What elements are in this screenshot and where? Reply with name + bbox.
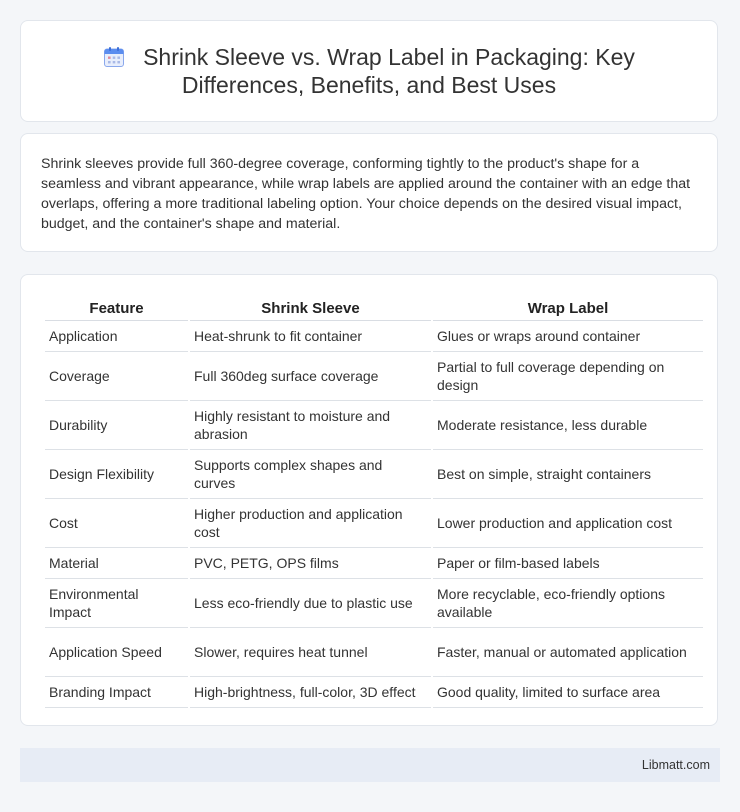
page-title <box>61 43 677 99</box>
footer-site-link[interactable]: Libmatt.com <box>641 758 710 772</box>
header-wrap-label: Wrap Label <box>433 295 703 321</box>
feature-cell: Cost <box>45 499 188 548</box>
wrap-label-cell: Paper or film-based labels <box>433 548 703 579</box>
wrap-label-cell: Glues or wraps around container <box>433 321 703 352</box>
feature-cell: Material <box>45 548 188 579</box>
feature-cell: Application <box>45 321 188 352</box>
table-row <box>45 352 703 401</box>
shrink-sleeve-cell: Higher production and application cost <box>190 499 431 548</box>
table-row <box>45 677 703 708</box>
comparison-card <box>20 274 718 726</box>
title-card <box>20 20 718 122</box>
shrink-sleeve-cell: Supports complex shapes and curves <box>190 450 431 499</box>
feature-cell: Coverage <box>45 352 188 401</box>
wrap-label-cell: More recyclable, eco-friendly options available <box>433 579 703 628</box>
table-row <box>45 321 703 352</box>
shrink-sleeve-cell: PVC, PETG, OPS films <box>190 548 431 579</box>
feature-cell: Branding Impact <box>45 677 188 708</box>
calendar-icon <box>103 46 125 68</box>
feature-cell: Application Speed <box>45 628 188 677</box>
table-row <box>45 548 703 579</box>
footer <box>20 748 720 782</box>
page-title-text: Shrink Sleeve vs. Wrap Label in Packaging: Key Differences, Benefits, and Best Uses <box>143 44 635 98</box>
intro-card <box>20 133 718 252</box>
wrap-label-cell: Moderate resistance, less durable <box>433 401 703 450</box>
shrink-sleeve-cell: Slower, requires heat tunnel <box>190 628 431 677</box>
shrink-sleeve-cell: Full 360deg surface coverage <box>190 352 431 401</box>
shrink-sleeve-cell: Less eco-friendly due to plastic use <box>190 579 431 628</box>
wrap-label-cell: Good quality, limited to surface area <box>433 677 703 708</box>
intro-text: Shrink sleeves provide full 360-degree coverage, conforming tightly to the product's shape for a seamless and vibrant appearance, while wrap labels are applied around the container with an edge that overlaps, offering a more traditional labeling option. Your choice depends on the desired visual impact, budget, and the container's shape and material. <box>41 156 691 232</box>
wrap-label-cell: Partial to full coverage depending on design <box>433 352 703 401</box>
shrink-sleeve-cell: High-brightness, full-color, 3D effect <box>190 677 431 708</box>
table-row <box>45 450 703 499</box>
wrap-label-cell: Best on simple, straight containers <box>433 450 703 499</box>
header-shrink-sleeve: Shrink Sleeve <box>190 295 431 321</box>
header-feature: Feature <box>45 295 188 321</box>
table-row <box>45 579 703 628</box>
title-wrap <box>21 43 717 99</box>
table-row <box>45 499 703 548</box>
table-row <box>45 401 703 450</box>
feature-cell: Durability <box>45 401 188 450</box>
table-header-row <box>45 295 703 321</box>
comparison-table <box>43 295 705 708</box>
wrap-label-cell: Faster, manual or automated application <box>433 628 703 677</box>
wrap-label-cell: Lower production and application cost <box>433 499 703 548</box>
table-row <box>45 628 703 677</box>
shrink-sleeve-cell: Highly resistant to moisture and abrasion <box>190 401 431 450</box>
shrink-sleeve-cell: Heat-shrunk to fit container <box>190 321 431 352</box>
feature-cell: Design Flexibility <box>45 450 188 499</box>
feature-cell: Environmental Impact <box>45 579 188 628</box>
